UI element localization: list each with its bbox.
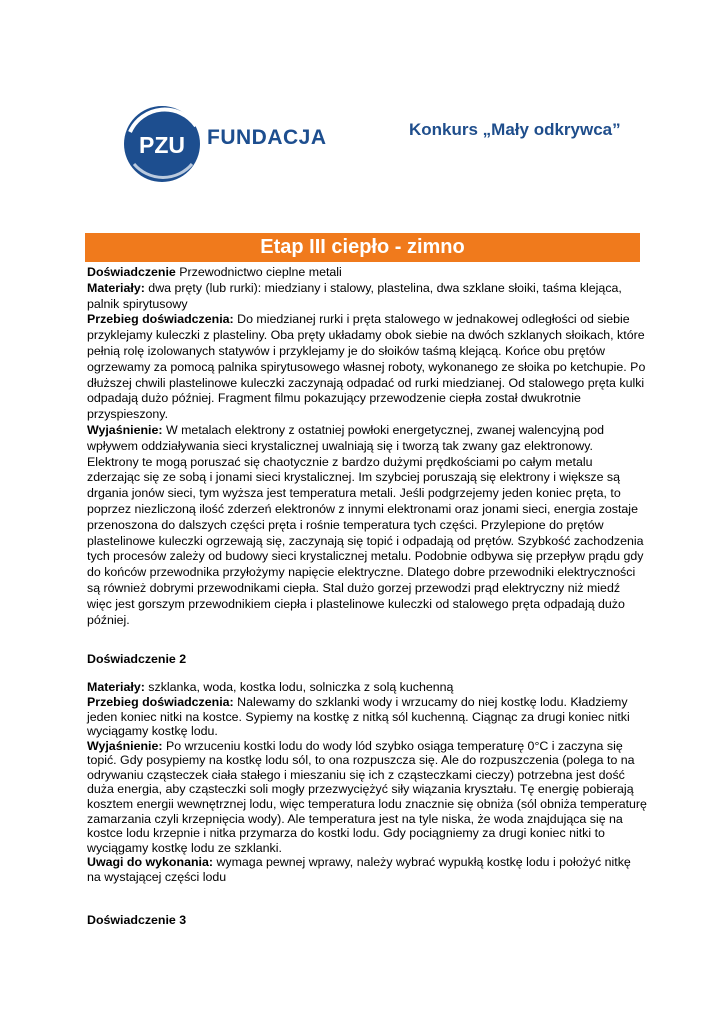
materials-label: Materiały:	[87, 280, 145, 295]
remarks-label: Uwagi do wykonania:	[87, 855, 213, 870]
explanation-label: Wyjaśnienie:	[87, 422, 163, 437]
materials-text: szklanka, woda, kostka lodu, solniczka z solą kuchenną	[144, 680, 454, 695]
explanation-label: Wyjaśnienie:	[87, 738, 163, 753]
procedure-label: Przebieg doświadczenia:	[87, 694, 234, 709]
exp1-heading	[87, 265, 647, 281]
pzu-emblem-icon	[124, 104, 208, 188]
contest-title: Konkurs „Mały odkrywca”	[409, 120, 621, 139]
exp1-name: Przewodnictwo cieplne metali	[175, 265, 342, 279]
exp2-materials	[87, 680, 647, 695]
experiment-2	[87, 680, 647, 884]
pzu-fundacja-logo	[124, 104, 327, 184]
explanation-text: W metalach elektrony z ostatniej powłoki energetycznej, zwanej walencyjną pod wpływem oddziaływania sieci krystalicznej uwalniają się i tworzą tak zwany gaz elektronowy. Elektrony te mogą poruszać się chaotycznie z bardzo dużymi prędkościami po całym metalu zderzając się ze sobą i jonami sieci krystalicznej. Im szybciej poruszają się elektrony i większe są drgania jonów sieci, tym wyższa jest temperatura metali. Jeśli podgrzejemy jeden koniec pręta, to poprzez niezliczoną ilość zderzeń elektronów z innymi elektronami oraz jonami sieci, energia zostaje przenoszona do dalszych części pręta i rośnie temperatura tych części. Przylepione do prętów plastelinowe kuleczki ogrzewają się, zaczynają się topić i odpadają od prętów. Szybkość zachodzenia tych procesów zależy od budowy sieci krystalicznej metalu. Podobnie odbywa się przepływ prądu gdy do końców przewodnika przyłożymy napięcie elektryczne. Dlatego dobre przewodniki elektryczności są również dobrymi przewodnikami ciepła. Stal dużo gorzej przewodzi prąd elektryczny niż miedź więc jest gorszym przewodnikiem ciepła i plastelinowe kuleczki od stalowego pręta odpadają dużo później.	[87, 422, 644, 627]
exp2-procedure	[87, 695, 647, 739]
procedure-text: Nalewamy do szklanki wody i wrzucamy do niej kostkę lodu. Kładziemy jeden koniec nitki na kostce. Sypiemy na kostkę z nitką sól kuchenną. Ciągnąc za drugi koniec nitki wyciągamy kostkę lodu.	[87, 694, 630, 739]
exp1-label: Doświadczenie	[87, 265, 176, 279]
materials-label: Materiały:	[87, 680, 145, 695]
logo-text: FUNDACJA	[207, 126, 327, 149]
remarks-text: wymaga pewnej wprawy, należy wybrać wypukłą kostkę lodu i położyć nitkę na wystającej części lodu	[87, 855, 631, 885]
experiment-1	[87, 265, 647, 628]
materials-text: dwa pręty (lub rurki): miedziany i stalowy, plastelina, dwa szklane słoiki, taśma klejąca, palnik spirytusowy	[87, 280, 622, 311]
procedure-label: Przebieg doświadczenia:	[87, 312, 234, 327]
explanation-text: Po wrzuceniu kostki lodu do wody lód szybko osiąga temperaturę 0°C i zaczyna się topić. Gdy posypiemy na kostkę lodu sól, to ona rozpuszcza się. Ale do rozpuszczenia (polega to na odrywaniu cząsteczek ciała stałego i mieszaniu się ich z cząsteczkami cieczy) potrzebna jest dość duża energia, aby cząsteczki soli mogły przezwyciężyć siły wiązania kryształu. Tę energię pobierają kosztem energii wewnętrznej lodu, więc temperatura lodu znacznie się obniża (sól obniża temperaturę zamarzania czyli krzepnięcia wody). Ale temperatura jest na tyle niska, że woda znajdująca się na kostce lodu krzepnie i nitka przymarza do kostki lodu. Gdy pociągniemy za drugi koniec nitki to wyciągamy kostkę lodu ze szklanki.	[87, 738, 647, 855]
exp1-explanation	[87, 423, 647, 628]
exp2-explanation	[87, 739, 647, 856]
exp3-title: Doświadczenie 3	[87, 912, 187, 927]
exp2-remarks	[87, 855, 647, 884]
exp2-title: Doświadczenie 2	[87, 652, 187, 667]
exp1-materials	[87, 281, 647, 313]
exp1-procedure	[87, 312, 647, 423]
procedure-text: Do miedzianej rurki i pręta stalowego w jednakowej odległości od siebie przyklejamy kuleczki z plasteliny. Oba pręty układamy obok siebie na dwóch szklanych słoikach, które pełnią rolę izolowanych statywów i przyklejamy je do słoików taśmą klejącą. Końce obu prętów ogrzewamy za pomocą palnika spirytusowego własnej roboty, wykonanego ze słoika po ketchupie. Po dłuższej chwili plastelinowe kuleczki zaczynają odpadać od rurki miedzianej. Od stalowego pręta kulki odpadają dużo później. Fragment filmu pokazujący przewodzenie ciepła został dwukrotnie przyspieszony.	[87, 312, 646, 422]
document-body	[87, 265, 647, 927]
logo-letters: PZU	[139, 132, 185, 158]
stage-banner: Etap III ciepło - zimno	[85, 233, 640, 262]
